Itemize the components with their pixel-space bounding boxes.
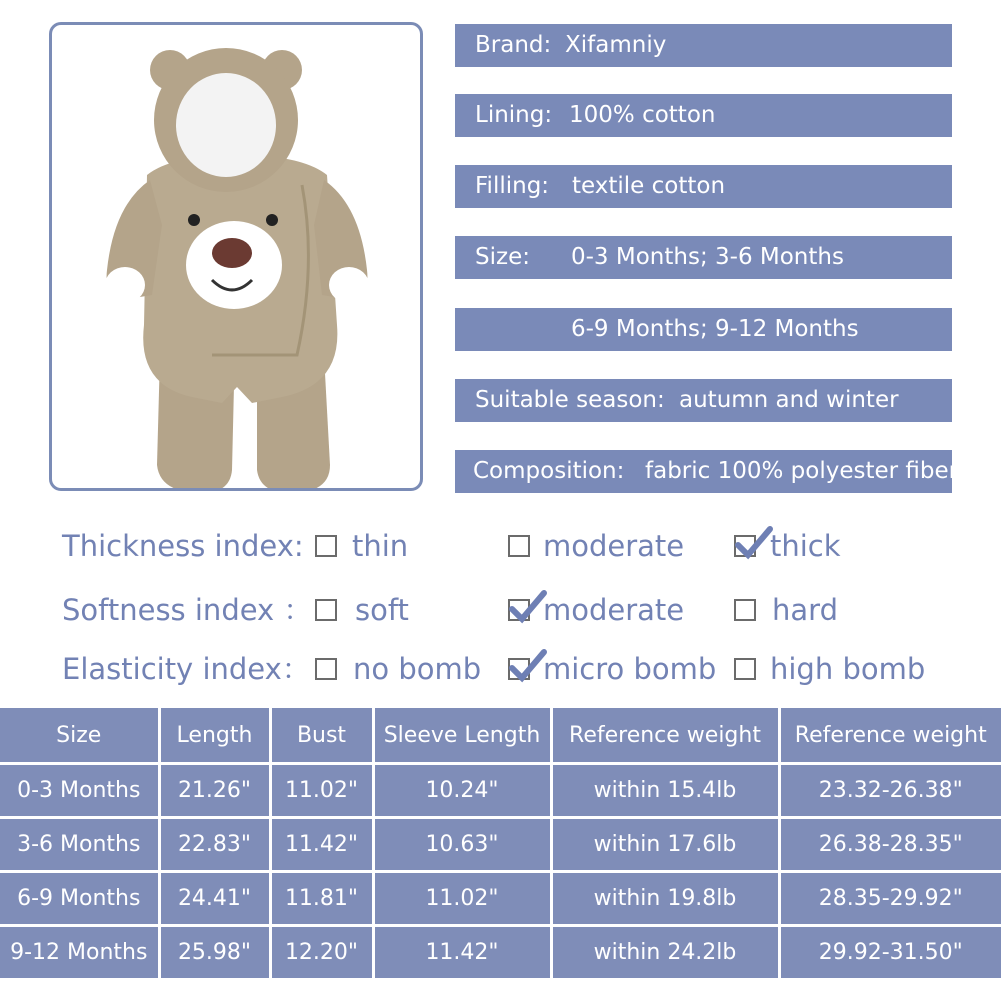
elasticity-micro-bomb-label: micro bomb bbox=[543, 652, 717, 686]
spec-size bbox=[455, 236, 952, 279]
check-mark-icon bbox=[734, 523, 774, 563]
check-mark-icon bbox=[508, 646, 548, 686]
cell-size: 9-12 Months bbox=[0, 926, 159, 980]
thickness-thick-label: thick bbox=[770, 529, 841, 563]
header-length: Length bbox=[159, 708, 270, 764]
spec-season-value: autumn and winter bbox=[679, 387, 899, 413]
softness-moderate-checkbox[interactable] bbox=[508, 599, 530, 621]
elasticity-high-bomb-checkbox[interactable] bbox=[734, 658, 756, 680]
spec-filling-value: textile cotton bbox=[572, 173, 726, 199]
cell-length: 24.41" bbox=[159, 872, 270, 926]
spec-size-continued bbox=[455, 308, 952, 351]
product-photo-frame bbox=[49, 22, 423, 491]
softness-hard-label: hard bbox=[772, 593, 838, 627]
cell-reference-weight-2: 26.38-28.35" bbox=[779, 818, 1001, 872]
thickness-index-label: Thickness index: bbox=[62, 529, 304, 563]
spec-season bbox=[455, 379, 952, 422]
bear-romper-image bbox=[52, 25, 420, 488]
spec-size-continued-value: 6-9 Months; 9-12 Months bbox=[571, 316, 859, 342]
cell-length: 21.26" bbox=[159, 764, 270, 818]
spec-brand-label: Brand: bbox=[475, 32, 552, 58]
spec-brand-value: Xifamniy bbox=[565, 32, 667, 58]
cell-reference-weight: within 15.4lb bbox=[551, 764, 779, 818]
elasticity-index-label: Elasticity index： bbox=[62, 652, 311, 686]
elasticity-micro-bomb-checkbox[interactable] bbox=[508, 658, 530, 680]
cell-reference-weight: within 24.2lb bbox=[551, 926, 779, 980]
spec-lining-label: Lining: bbox=[475, 102, 553, 128]
header-reference-weight-2: Reference weight bbox=[779, 708, 1001, 764]
thickness-thin-label: thin bbox=[352, 529, 409, 563]
cell-size: 6-9 Months bbox=[0, 872, 159, 926]
softness-index-row bbox=[0, 586, 1001, 634]
cell-size: 3-6 Months bbox=[0, 818, 159, 872]
spec-lining-value: 100% cotton bbox=[569, 102, 716, 128]
cell-length: 25.98" bbox=[159, 926, 270, 980]
spec-composition bbox=[455, 450, 959, 493]
cell-reference-weight-2: 23.32-26.38" bbox=[779, 764, 1001, 818]
cell-sleeve-length: 11.42" bbox=[373, 926, 551, 980]
cell-reference-weight-2: 28.35-29.92" bbox=[779, 872, 1001, 926]
spec-season-label: Suitable season: bbox=[475, 387, 665, 413]
elasticity-index-row bbox=[0, 645, 1001, 693]
header-reference-weight: Reference weight bbox=[551, 708, 779, 764]
spec-filling bbox=[455, 165, 952, 208]
cell-bust: 12.20" bbox=[270, 926, 373, 980]
elasticity-high-bomb-label: high bomb bbox=[770, 652, 926, 686]
spec-composition-label: Composition: bbox=[473, 458, 625, 484]
spec-composition-value: fabric 100% polyester fiber bbox=[645, 458, 959, 484]
cell-bust: 11.81" bbox=[270, 872, 373, 926]
softness-soft-checkbox[interactable] bbox=[315, 599, 337, 621]
size-chart-table bbox=[0, 708, 1001, 981]
cell-reference-weight: within 17.6lb bbox=[551, 818, 779, 872]
spec-size-label: Size: bbox=[475, 244, 530, 270]
thickness-index-row bbox=[0, 522, 1001, 570]
check-mark-icon bbox=[508, 587, 548, 627]
cell-reference-weight-2: 29.92-31.50" bbox=[779, 926, 1001, 980]
table-header-row bbox=[0, 708, 1001, 764]
thickness-moderate-checkbox[interactable] bbox=[508, 535, 530, 557]
softness-index-label: Softness index ： bbox=[62, 593, 313, 627]
header-bust: Bust bbox=[270, 708, 373, 764]
table-row bbox=[0, 872, 1001, 926]
header-size: Size bbox=[0, 708, 159, 764]
softness-hard-checkbox[interactable] bbox=[734, 599, 756, 621]
thickness-thick-checkbox[interactable] bbox=[734, 535, 756, 557]
cell-sleeve-length: 10.24" bbox=[373, 764, 551, 818]
elasticity-no-bomb-checkbox[interactable] bbox=[315, 658, 337, 680]
cell-reference-weight: within 19.8lb bbox=[551, 872, 779, 926]
spec-filling-label: Filling: bbox=[475, 173, 550, 199]
softness-soft-label: soft bbox=[355, 593, 409, 627]
cell-sleeve-length: 10.63" bbox=[373, 818, 551, 872]
table-row bbox=[0, 764, 1001, 818]
spec-lining bbox=[455, 94, 952, 137]
softness-moderate-label: moderate bbox=[543, 593, 685, 627]
spec-size-value: 0-3 Months; 3-6 Months bbox=[571, 244, 844, 270]
cell-bust: 11.02" bbox=[270, 764, 373, 818]
cell-bust: 11.42" bbox=[270, 818, 373, 872]
thickness-thin-checkbox[interactable] bbox=[315, 535, 337, 557]
table-row bbox=[0, 926, 1001, 980]
cell-length: 22.83" bbox=[159, 818, 270, 872]
elasticity-no-bomb-label: no bomb bbox=[353, 652, 482, 686]
cell-size: 0-3 Months bbox=[0, 764, 159, 818]
spec-brand bbox=[455, 24, 952, 67]
thickness-moderate-label: moderate bbox=[543, 529, 685, 563]
table-row bbox=[0, 818, 1001, 872]
cell-sleeve-length: 11.02" bbox=[373, 872, 551, 926]
header-sleeve-length: Sleeve Length bbox=[373, 708, 551, 764]
